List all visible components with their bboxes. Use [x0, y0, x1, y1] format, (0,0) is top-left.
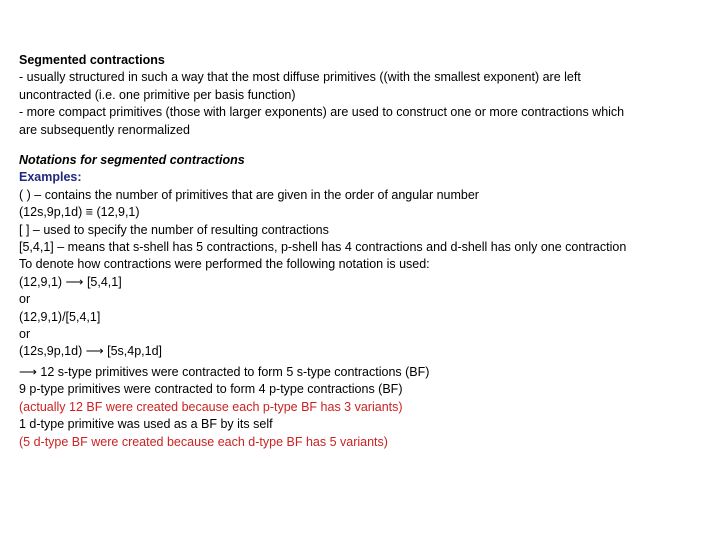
- explanation-note: (5 d-type BF were created because each d-type BF has 5 variants): [19, 434, 388, 449]
- text-line: uncontracted (i.e. one primitive per basis function): [19, 87, 296, 102]
- text-line: - usually structured in such a way that the most diffuse primitives ((with the smallest exponent) are left: [19, 70, 581, 85]
- explanation-line: 9 p-type primitives were contracted to form 4 p-type contractions (BF): [19, 382, 403, 397]
- explanation-note: (actually 12 BF were created because each p-type BF has 3 variants): [19, 399, 403, 414]
- text-line: [5,4,1] – means that s-shell has 5 contractions, p-shell has 4 contractions and d-shell has only one contraction: [19, 240, 627, 255]
- notations-section: [19, 152, 709, 451]
- text-line: or: [19, 292, 31, 307]
- text-line: - more compact primitives (those with larger exponents) are used to construct one or more contractions which: [19, 105, 625, 120]
- explanation-line: 1 d-type primitive was used as a BF by its self: [19, 417, 273, 432]
- text-line: To denote how contractions were performed the following notation is used:: [19, 257, 430, 272]
- text-line: are subsequently renormalized: [19, 122, 190, 137]
- text-line: or: [19, 327, 31, 342]
- examples-label: Examples:: [19, 170, 82, 185]
- section-heading: Segmented contractions: [19, 53, 165, 67]
- text-line: ( ) – contains the number of primitives that are given in the order of angular number: [19, 187, 479, 202]
- notation-line: (12,9,1)/[5,4,1]: [19, 309, 101, 324]
- segmented-contractions-section: [19, 52, 709, 139]
- explanation-line: ⟶ 12 s-type primitives were contracted to form 5 s-type contractions (BF): [19, 364, 430, 379]
- section-heading: Notations for segmented contractions: [19, 153, 245, 167]
- text-line: [ ] – used to specify the number of resulting contractions: [19, 222, 329, 237]
- text-line: (12s,9p,1d) ≡ (12,9,1): [19, 205, 140, 220]
- notation-line: (12s,9p,1d) ⟶ [5s,4p,1d]: [19, 344, 162, 359]
- notation-line: (12,9,1) ⟶ [5,4,1]: [19, 274, 122, 289]
